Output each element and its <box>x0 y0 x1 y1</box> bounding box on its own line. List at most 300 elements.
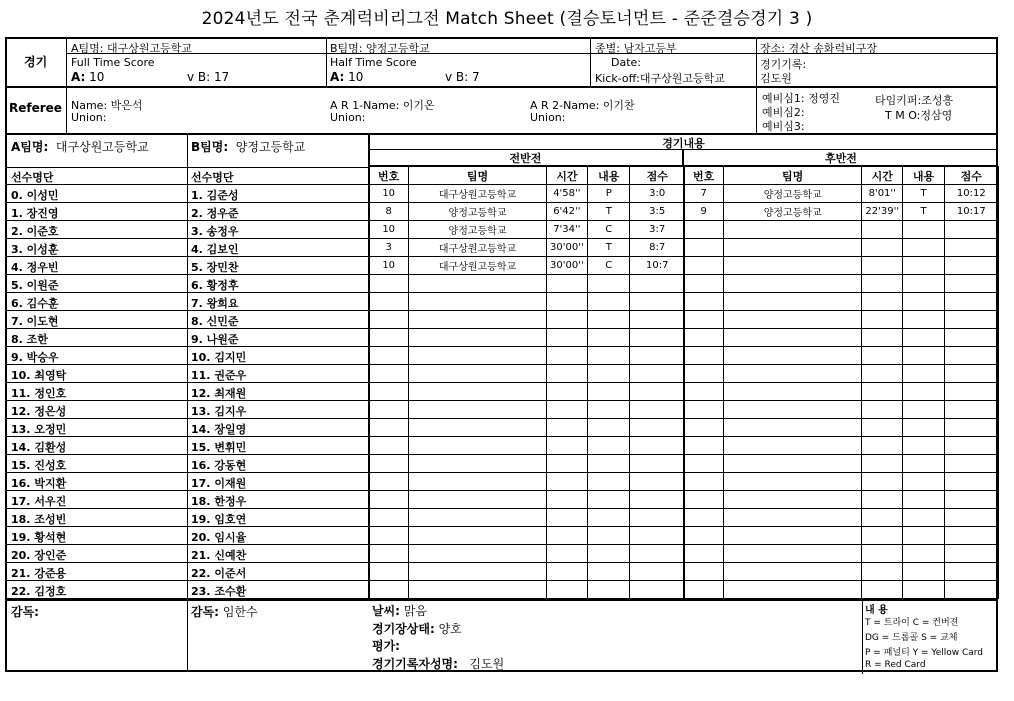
roster-row <box>7 473 369 491</box>
table-row <box>369 491 685 509</box>
table-cell <box>724 581 862 599</box>
table-cell <box>903 275 944 293</box>
roster-row <box>7 311 369 329</box>
reserve1-field: 예비심1: 정영진 <box>762 92 840 105</box>
table-cell <box>369 509 409 527</box>
table-row <box>369 581 685 599</box>
table-cell <box>944 239 998 257</box>
table-row <box>684 509 999 527</box>
table-cell <box>903 383 944 401</box>
table-row <box>369 293 685 311</box>
table-cell <box>724 275 862 293</box>
table-cell: 10:7 <box>630 257 685 275</box>
table-cell <box>630 365 685 383</box>
field-condition: 경기장상태: 양호 <box>372 622 462 636</box>
player-b: 22. 이준서 <box>191 567 247 580</box>
table-cell <box>944 221 998 239</box>
table-cell <box>588 491 630 509</box>
table-cell <box>862 239 903 257</box>
table-cell <box>630 509 685 527</box>
table-cell <box>724 545 862 563</box>
table-cell: 양정고등학교 <box>409 221 546 239</box>
table-cell: 10 <box>369 185 409 203</box>
table-cell <box>684 491 724 509</box>
table-cell: 7 <box>684 185 724 203</box>
writer-field: 경기기록자성명: 김도원 <box>372 657 505 671</box>
table-cell <box>369 293 409 311</box>
table-cell <box>724 509 862 527</box>
roster-row <box>7 365 369 383</box>
table-cell <box>630 527 685 545</box>
table-cell <box>684 545 724 563</box>
table-row <box>369 437 685 455</box>
table-cell <box>630 491 685 509</box>
table-cell <box>903 401 944 419</box>
table-cell: 3:0 <box>630 185 685 203</box>
player-b: 17. 이재원 <box>191 477 247 490</box>
table-cell <box>944 437 998 455</box>
table-cell <box>862 329 903 347</box>
player-b: 4. 김보인 <box>191 243 239 256</box>
table-cell <box>546 275 587 293</box>
table-cell <box>903 221 944 239</box>
table-cell <box>409 419 546 437</box>
player-a: 18. 조성빈 <box>11 513 67 526</box>
table-cell <box>724 437 862 455</box>
player-a: 14. 김환성 <box>11 441 67 454</box>
table-cell <box>684 257 724 275</box>
table-cell <box>862 383 903 401</box>
table-cell <box>862 401 903 419</box>
table-cell <box>724 527 862 545</box>
ar1-field: A R 1-Name: 이기온 <box>330 99 435 112</box>
table-cell <box>630 437 685 455</box>
table-cell <box>903 509 944 527</box>
table-cell: 3 <box>369 239 409 257</box>
ar2-union: Union: <box>530 111 566 124</box>
table-cell: P <box>588 185 630 203</box>
table-cell: C <box>588 257 630 275</box>
table-row <box>369 383 685 401</box>
table-row <box>684 401 999 419</box>
team-a-name: 대구상원고등학교 <box>106 42 192 55</box>
table-row <box>369 401 685 419</box>
table-row <box>369 509 685 527</box>
table-row <box>369 365 685 383</box>
table-cell: 양정고등학교 <box>409 203 546 221</box>
table-row <box>369 347 685 365</box>
team-b-field: B팀명: 양정고등학교 <box>330 42 430 55</box>
table-row <box>369 329 685 347</box>
table-cell <box>862 275 903 293</box>
roster-b-col: 선수명단 <box>191 171 234 184</box>
table-cell <box>546 419 587 437</box>
table-cell <box>944 419 998 437</box>
player-a: 22. 김정호 <box>11 585 67 598</box>
ar1-union: Union: <box>330 111 366 124</box>
coach-b: 감독: 임한수 <box>191 605 258 619</box>
table-cell <box>409 455 546 473</box>
table-cell <box>630 473 685 491</box>
roster-row <box>7 221 369 239</box>
full-score-a: A: 10 <box>71 70 105 84</box>
recorder-label: 경기기록: <box>760 58 807 71</box>
player-a: 4. 정우빈 <box>11 261 59 274</box>
reserve2-field: 예비심2: <box>762 106 805 119</box>
table-cell <box>409 329 546 347</box>
table-cell <box>724 239 862 257</box>
table-row <box>684 365 999 383</box>
table-cell <box>724 383 862 401</box>
table-cell: 10 <box>369 257 409 275</box>
referee-union: Union: <box>71 111 107 124</box>
table-cell <box>684 347 724 365</box>
table-cell <box>630 347 685 365</box>
table-row <box>684 545 999 563</box>
kickoff-field: Kick-off:대구상원고등학교 <box>595 72 725 85</box>
table-cell <box>903 347 944 365</box>
table-cell <box>409 437 546 455</box>
table-cell: 8'01'' <box>862 185 903 203</box>
player-b: 10. 김지민 <box>191 351 247 364</box>
second-half-label: 후반전 <box>684 150 998 166</box>
table-cell: 대구상원고등학교 <box>409 239 546 257</box>
roster-row <box>7 275 369 293</box>
column-header: 내용 <box>588 167 630 185</box>
table-cell <box>588 473 630 491</box>
table-cell <box>369 419 409 437</box>
table-cell <box>684 221 724 239</box>
table-cell: T <box>903 203 944 221</box>
table-row <box>684 563 999 581</box>
table-cell <box>862 347 903 365</box>
table-cell: 대구상원고등학교 <box>409 257 546 275</box>
table-row <box>684 455 999 473</box>
table-cell <box>630 563 685 581</box>
table-row <box>369 221 685 239</box>
table-row <box>684 329 999 347</box>
table-cell <box>546 455 587 473</box>
table-cell: 8 <box>369 203 409 221</box>
player-a: 5. 이원준 <box>11 279 59 292</box>
table-cell <box>409 527 546 545</box>
table-cell <box>546 491 587 509</box>
table-cell <box>944 329 998 347</box>
player-a: 9. 박승우 <box>11 351 59 364</box>
player-b: 19. 임호연 <box>191 513 247 526</box>
table-cell <box>369 275 409 293</box>
column-header: 팀명 <box>409 167 546 185</box>
roster-row <box>7 239 369 257</box>
roster-row <box>7 419 369 437</box>
column-header: 시간 <box>546 167 587 185</box>
player-b: 3. 송정우 <box>191 225 239 238</box>
legend-title: 내 용 <box>865 605 888 616</box>
player-a: 12. 정은성 <box>11 405 67 418</box>
table-cell <box>862 437 903 455</box>
column-header: 번호 <box>369 167 409 185</box>
player-b: 8. 신민준 <box>191 315 239 328</box>
roster-row <box>7 257 369 275</box>
column-header: 시간 <box>862 167 903 185</box>
table-cell: T <box>903 185 944 203</box>
table-cell <box>684 275 724 293</box>
table-row <box>684 581 999 599</box>
table-row <box>684 419 999 437</box>
player-a: 2. 이준호 <box>11 225 59 238</box>
roster-row <box>7 293 369 311</box>
table-row <box>684 275 999 293</box>
table-cell <box>684 527 724 545</box>
table-row <box>684 239 999 257</box>
player-b: 18. 한정우 <box>191 495 247 508</box>
table-cell <box>903 527 944 545</box>
player-b: 6. 황정후 <box>191 279 239 292</box>
table-cell <box>944 257 998 275</box>
table-cell <box>862 419 903 437</box>
table-cell <box>684 473 724 491</box>
table-cell <box>409 347 546 365</box>
table-cell <box>944 581 998 599</box>
player-b: 9. 나원준 <box>191 333 239 346</box>
table-cell <box>684 437 724 455</box>
table-cell <box>862 311 903 329</box>
table-cell <box>724 455 862 473</box>
table-cell <box>944 509 998 527</box>
second-half-table <box>683 166 999 599</box>
table-cell <box>903 329 944 347</box>
table-cell: 6'42'' <box>546 203 587 221</box>
table-cell <box>684 401 724 419</box>
table-cell: 3:7 <box>630 221 685 239</box>
table-cell <box>684 239 724 257</box>
table-cell <box>588 293 630 311</box>
table-cell <box>684 563 724 581</box>
table-cell <box>588 419 630 437</box>
player-a: 19. 황석현 <box>11 531 67 544</box>
roster-row <box>7 401 369 419</box>
player-a: 21. 강준용 <box>11 567 67 580</box>
table-cell <box>724 311 862 329</box>
table-cell <box>862 455 903 473</box>
evaluation-field: 평가: <box>372 639 400 653</box>
table-cell: 30'00'' <box>546 239 587 257</box>
table-cell: T <box>588 203 630 221</box>
table-cell <box>903 239 944 257</box>
table-cell <box>903 545 944 563</box>
table-cell <box>724 257 862 275</box>
table-cell <box>588 437 630 455</box>
table-cell <box>546 581 587 599</box>
table-row <box>369 239 685 257</box>
table-cell <box>546 437 587 455</box>
player-a: 15. 진성호 <box>11 459 67 472</box>
table-cell <box>409 509 546 527</box>
table-cell <box>588 509 630 527</box>
table-cell <box>944 401 998 419</box>
table-header-row <box>684 167 999 185</box>
team-b-name: 양정고등학교 <box>366 42 430 55</box>
table-cell: 4'58'' <box>546 185 587 203</box>
table-cell <box>546 311 587 329</box>
table-cell <box>546 509 587 527</box>
table-row <box>369 311 685 329</box>
table-cell <box>724 221 862 239</box>
table-cell: 양정고등학교 <box>724 185 862 203</box>
table-cell <box>546 383 587 401</box>
table-cell <box>944 545 998 563</box>
table-cell <box>684 581 724 599</box>
table-cell <box>944 293 998 311</box>
player-b: 21. 신예찬 <box>191 549 247 562</box>
roster-row <box>7 329 369 347</box>
player-a: 10. 최영탁 <box>11 369 67 382</box>
table-cell <box>724 491 862 509</box>
table-cell: 대구상원고등학교 <box>409 185 546 203</box>
roster-a-col: 선수명단 <box>11 171 54 184</box>
table-cell <box>630 581 685 599</box>
content-label: 경기내용 <box>369 135 998 150</box>
table-cell <box>546 527 587 545</box>
player-b: 14. 장일영 <box>191 423 247 436</box>
date-label: Date: <box>611 56 641 69</box>
roster-row <box>7 383 369 401</box>
table-cell <box>944 275 998 293</box>
table-cell <box>944 311 998 329</box>
table-cell <box>630 545 685 563</box>
table-cell <box>369 329 409 347</box>
table-row <box>684 185 999 203</box>
table-cell <box>588 455 630 473</box>
table-cell: 3:5 <box>630 203 685 221</box>
roster-row <box>7 185 369 203</box>
table-cell <box>546 365 587 383</box>
full-time-label: Full Time Score <box>71 56 155 69</box>
table-cell <box>630 293 685 311</box>
roster-b-team: B팀명: 양정고등학교 <box>191 140 306 154</box>
table-cell <box>369 473 409 491</box>
table-cell: 30'00'' <box>546 257 587 275</box>
table-cell: 7'34'' <box>546 221 587 239</box>
player-a: 17. 서우진 <box>11 495 67 508</box>
table-cell <box>903 419 944 437</box>
table-cell <box>630 401 685 419</box>
column-header: 점수 <box>944 167 998 185</box>
table-cell: T <box>588 239 630 257</box>
player-a: 7. 이도현 <box>11 315 59 328</box>
player-a: 8. 조한 <box>11 333 48 346</box>
table-cell <box>724 419 862 437</box>
roster-a-team: A팀명: 대구상원고등학교 <box>11 140 149 154</box>
table-cell <box>369 437 409 455</box>
table-row <box>369 185 685 203</box>
tmo-field: T M O:정삼영 <box>885 109 953 122</box>
table-cell <box>684 311 724 329</box>
table-cell <box>409 365 546 383</box>
referee-name-field: Name: 박은석 <box>71 99 143 112</box>
table-cell: 10:17 <box>944 203 998 221</box>
table-cell <box>369 347 409 365</box>
table-cell <box>684 383 724 401</box>
table-cell <box>944 491 998 509</box>
player-a: 20. 장인준 <box>11 549 67 562</box>
player-b: 2. 정우준 <box>191 207 239 220</box>
table-cell: 8:7 <box>630 239 685 257</box>
table-cell <box>369 455 409 473</box>
player-b: 11. 권준우 <box>191 369 247 382</box>
roster-row <box>7 563 369 581</box>
table-cell <box>588 401 630 419</box>
roster-row <box>7 581 369 599</box>
roster-row <box>7 203 369 221</box>
table-cell <box>369 383 409 401</box>
table-row <box>684 347 999 365</box>
table-cell <box>944 527 998 545</box>
table-cell <box>724 293 862 311</box>
table-cell <box>862 365 903 383</box>
category-field: 종별: 남자고등부 <box>595 42 677 55</box>
table-cell <box>630 275 685 293</box>
table-cell <box>409 491 546 509</box>
table-cell <box>588 581 630 599</box>
recorder-name: 김도원 <box>760 72 792 85</box>
table-cell <box>862 545 903 563</box>
table-cell <box>944 347 998 365</box>
table-row <box>684 473 999 491</box>
player-b: 1. 김준성 <box>191 189 239 202</box>
table-cell <box>903 437 944 455</box>
table-cell <box>630 455 685 473</box>
table-cell <box>588 347 630 365</box>
match-sheet <box>5 37 998 672</box>
table-cell: 양정고등학교 <box>724 203 862 221</box>
table-cell <box>369 491 409 509</box>
table-cell <box>862 527 903 545</box>
table-cell <box>862 257 903 275</box>
table-cell <box>862 221 903 239</box>
legend-line-1: T = 트라이 C = 컨버젼 <box>865 618 959 628</box>
table-row <box>684 383 999 401</box>
table-cell <box>862 581 903 599</box>
table-cell: 22'39'' <box>862 203 903 221</box>
table-row <box>684 221 999 239</box>
table-cell: 9 <box>684 203 724 221</box>
player-a: 11. 정인호 <box>11 387 67 400</box>
table-cell <box>684 455 724 473</box>
player-a: 13. 오정민 <box>11 423 67 436</box>
half-score-a: A: 10 <box>330 70 364 84</box>
table-cell <box>546 329 587 347</box>
player-b: 15. 변휘민 <box>191 441 247 454</box>
player-a: 3. 이성훈 <box>11 243 59 256</box>
table-row <box>369 473 685 491</box>
table-cell <box>409 401 546 419</box>
column-header: 번호 <box>684 167 724 185</box>
table-cell <box>630 311 685 329</box>
table-cell <box>630 383 685 401</box>
table-cell <box>588 365 630 383</box>
table-row <box>684 311 999 329</box>
table-row <box>369 257 685 275</box>
player-a: 16. 박지환 <box>11 477 67 490</box>
table-cell <box>588 311 630 329</box>
table-cell <box>546 347 587 365</box>
table-cell <box>588 527 630 545</box>
roster-row <box>7 491 369 509</box>
team-a-field: A팀명: 대구상원고등학교 <box>71 42 192 55</box>
table-header-row <box>369 167 685 185</box>
table-cell <box>409 275 546 293</box>
